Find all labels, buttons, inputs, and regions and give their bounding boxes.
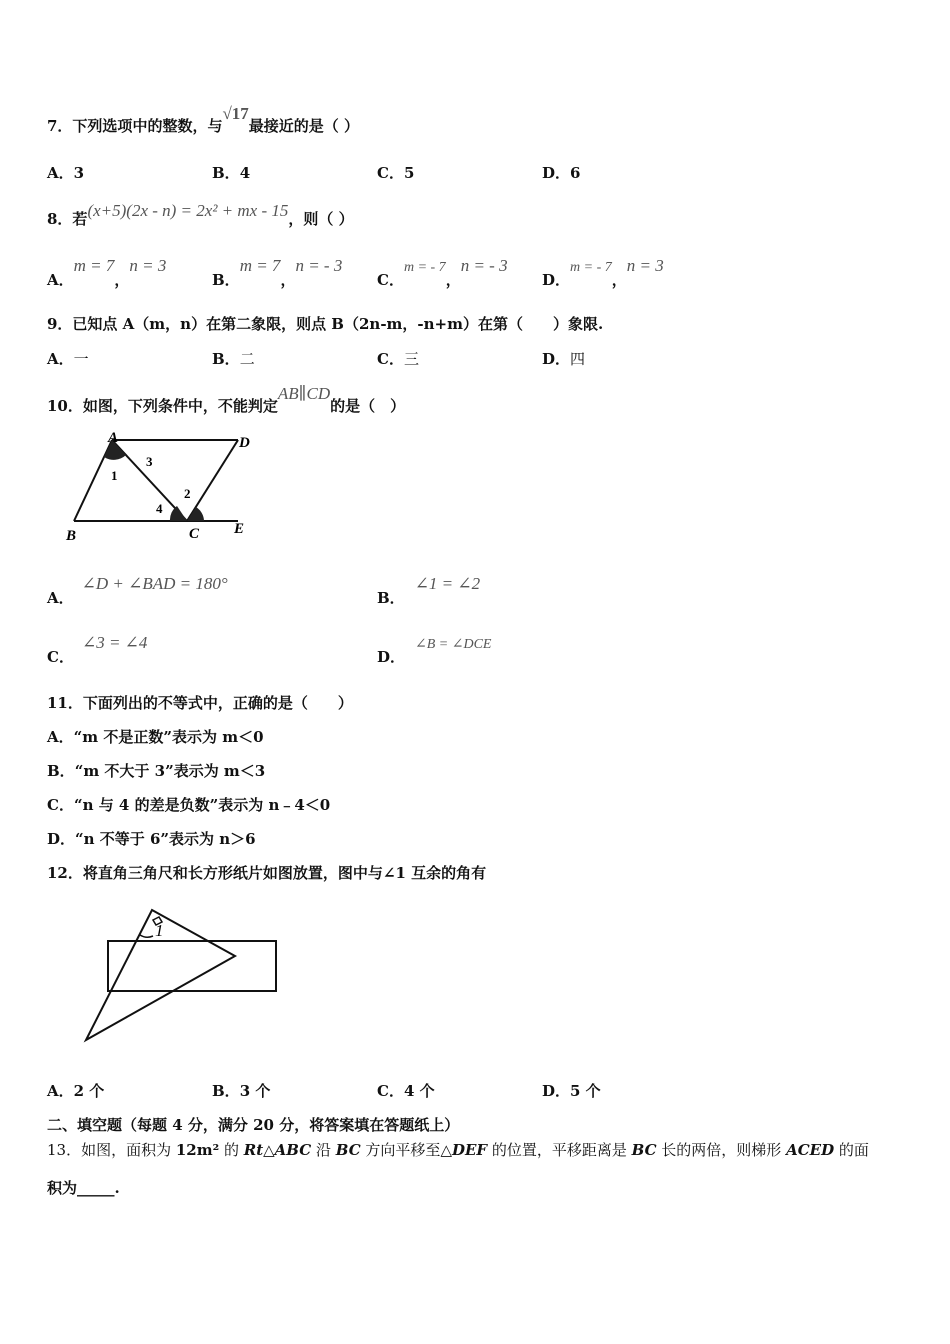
angle-1-arc xyxy=(140,935,153,937)
q12-triangle-rectangle-figure xyxy=(75,900,290,1050)
q9-option-a[interactable]: A．一 xyxy=(47,350,89,368)
label-angle-4: 4 xyxy=(156,501,163,516)
q13-line-1: 13．如图，面积为 12m² 的 Rt△ABC 沿 BC 方向平移至△DEF 的位置，平移距离是 BC 长的两倍，则梯形 ACED 的面 xyxy=(47,1141,869,1159)
q9-option-d[interactable]: D．四 xyxy=(542,350,586,368)
q12-option-b[interactable]: B．3 个 xyxy=(212,1082,271,1100)
label-c: C xyxy=(189,526,200,542)
q10-option-c[interactable]: C．∠3 = ∠4 xyxy=(47,633,148,666)
q10-stem xyxy=(47,384,406,416)
q10-option-a[interactable]: A．∠D + ∠BAD = 180° xyxy=(47,574,228,607)
q10-option-b[interactable]: B．∠1 = ∠2 xyxy=(377,574,481,607)
q7-stem xyxy=(47,104,360,136)
q8-option-b[interactable]: B．m = 7，n = - 3 xyxy=(212,256,343,289)
q12-option-a[interactable]: A．2 个 xyxy=(47,1082,105,1100)
q8-option-a[interactable]: A．m = 7，n = 3 xyxy=(47,256,167,289)
label-b: B xyxy=(66,528,77,544)
q8-option-d[interactable]: D．m = - 7，n = 3 xyxy=(542,256,664,289)
label-angle-3: 3 xyxy=(146,454,153,469)
segment-dc xyxy=(187,440,238,521)
q7-option-c[interactable]: C．5 xyxy=(377,164,415,182)
q12-option-c[interactable]: C．4 个 xyxy=(377,1082,435,1100)
q11-option-c[interactable]: C．“n 与 4 的差是负数”表示为 n﹣4＜0 xyxy=(47,796,331,814)
label-angle-1: 1 xyxy=(111,468,118,483)
q8-suffix: ，则（ ） xyxy=(288,210,354,228)
q11-option-d[interactable]: D．“n 不等于 6”表示为 n＞6 xyxy=(47,830,256,848)
q11-option-b[interactable]: B．“m 不大于 3”表示为 m＜3 xyxy=(47,762,266,780)
q10-expression: AB∥CD xyxy=(277,384,331,403)
q7-option-b[interactable]: B．4 xyxy=(212,164,251,182)
q9-stem: 9．已知点 A（m，n）在第二象限，则点 B（2n-m，-n+m）在第（ ）象限. xyxy=(47,315,604,333)
q7-option-a[interactable]: A．3 xyxy=(47,164,85,182)
q10-option-d[interactable]: D．∠B = ∠DCE xyxy=(377,637,492,666)
q7-option-d[interactable]: D．6 xyxy=(542,164,581,182)
label-angle-2: 2 xyxy=(184,486,191,501)
q7-prefix: 7．下列选项中的整数，与 xyxy=(47,117,223,135)
q11-stem: 11．下面列出的不等式中，正确的是（ ） xyxy=(47,694,353,712)
label-angle-1: 1 xyxy=(155,921,164,940)
q9-option-b[interactable]: B．二 xyxy=(212,350,255,368)
q10-prefix: 10．如图，下列条件中，不能判定 xyxy=(47,397,278,415)
q10-parallelogram-figure xyxy=(60,430,260,545)
label-a: A xyxy=(108,430,119,446)
q13-area: 12m² xyxy=(175,1141,220,1159)
label-d: D xyxy=(239,435,250,451)
label-e: E xyxy=(234,521,245,537)
q11-option-a[interactable]: A．“m 不是正数”表示为 m＜0 xyxy=(47,728,264,746)
q8-expression: (x+5)(2x - n) = 2x² + mx - 15 xyxy=(87,201,289,220)
q8-stem xyxy=(47,201,354,229)
q8-prefix: 8．若 xyxy=(47,210,88,228)
q8-option-c[interactable]: C．m = - 7，n = - 3 xyxy=(377,256,508,289)
angle-c-arc-right xyxy=(187,507,204,521)
q10-suffix: 的是（ ） xyxy=(330,397,406,415)
section-2-title: 二、填空题（每题 4 分，满分 20 分，将答案填在答题纸上） xyxy=(47,1116,460,1134)
q9-option-c[interactable]: C．三 xyxy=(377,350,419,368)
q7-suffix: 最接近的是（ ） xyxy=(248,117,360,135)
q12-option-d[interactable]: D．5 个 xyxy=(542,1082,601,1100)
q7-sqrt: √17 xyxy=(222,104,249,123)
q12-stem: 12．将直角三角尺和长方形纸片如图放置，图中与∠1 互余的角有 xyxy=(47,864,487,882)
angle-c-arc-left xyxy=(170,506,187,521)
q13-triangle: Rt△ABC xyxy=(243,1141,312,1159)
q13-line-2: 积为_____. xyxy=(47,1179,120,1197)
